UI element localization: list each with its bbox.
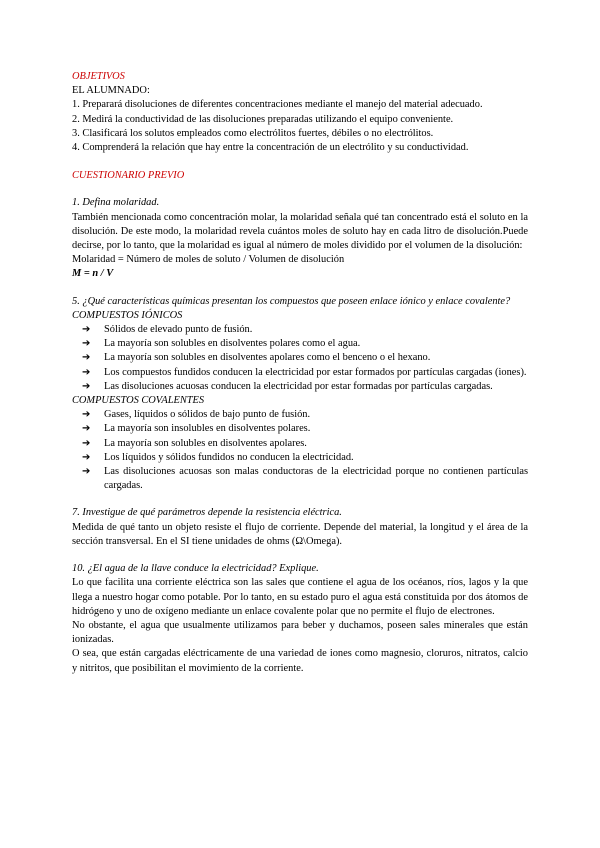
objectives-heading: OBJETIVOS bbox=[72, 71, 125, 82]
list-item: ➔ La mayoría son solubles en disolventes polares como el agua. bbox=[82, 337, 528, 351]
arrow-icon: ➔ bbox=[82, 466, 91, 478]
ionic-heading: COMPUESTOS IÓNICOS bbox=[72, 309, 183, 321]
list-item: ➔ Los líquidos y sólidos fundidos no conducen la electricidad. bbox=[82, 451, 528, 465]
covalent-heading: COMPUESTOS COVALENTES bbox=[72, 395, 205, 407]
questionnaire-heading: CUESTIONARIO PREVIO bbox=[72, 170, 185, 182]
arrow-icon: ➔ bbox=[82, 409, 91, 421]
list-item: ➔ La mayoría son insolubles en disolventes polares. bbox=[82, 422, 528, 436]
question-7: 7. Investigue de qué parámetros depende la resistencia eléctrica. bbox=[72, 507, 342, 519]
objective-item: 1. Preparará disoluciones de diferentes concentraciones mediante el manejo del material adecuado. bbox=[72, 99, 483, 111]
question-10: 10. ¿El agua de la llave conduce la electricidad? Explique. bbox=[72, 563, 319, 575]
arrow-icon: ➔ bbox=[82, 352, 91, 364]
answer-10-paragraph: No obstante, el agua que usualmente utilizamos para beber y duchamos, poseen sales minerales que están ionizadas. bbox=[72, 619, 528, 646]
question-7-section bbox=[72, 506, 528, 549]
formula: M = n / V bbox=[72, 268, 114, 280]
objective-item: 4. Comprenderá la relación que hay entre la concentración de un electrólito y su conductividad. bbox=[72, 142, 469, 154]
objective-item: 2. Medirá la conductividad de las disoluciones preparadas utilizando el equipo conveniente. bbox=[72, 113, 454, 125]
arrow-icon: ➔ bbox=[82, 338, 91, 350]
objectives-subheading: EL ALUMNADO: bbox=[72, 85, 150, 97]
question-5: 5. ¿Qué características químicas presentan los compuestos que poseen enlace iónico y enlace covalente? bbox=[72, 295, 511, 307]
question-1-section bbox=[72, 196, 528, 281]
list-item: ➔ Los compuestos fundidos conducen la electricidad por estar formados por partículas cargadas (iones). bbox=[82, 366, 528, 380]
answer-10-paragraph: O sea, que están cargadas eléctricamente de una variedad de iones como magnesio, cloruros, nitratos, calcio y nitritos, que posibilitan el movimiento de la corriente. bbox=[72, 648, 528, 674]
answer-10-paragraph: Lo que facilita una corriente eléctrica son las sales que contiene el agua de los océanos, ríos, lagos y la que llega a nuestro hogar como potable. Por lo tanto, en su estado puro el agua está constituida por dos átomos de hidrógeno y uno de oxígeno mediante un enlace covalente polar que no permite el flujo de electrones. bbox=[72, 577, 528, 617]
list-item: ➔ Gases, líquidos o sólidos de bajo punto de fusión. bbox=[82, 408, 528, 422]
arrow-icon: ➔ bbox=[82, 423, 91, 435]
arrow-icon: ➔ bbox=[82, 366, 91, 378]
list-item: ➔ La mayoría son solubles en disolventes apolares como el benceno o el hexano. bbox=[82, 351, 528, 365]
objectives-section bbox=[72, 70, 528, 155]
list-item: ➔ Las disoluciones acuosas son malas conductoras de la electricidad porque no contienen partículas cargadas. bbox=[82, 465, 528, 493]
arrow-icon: ➔ bbox=[82, 437, 91, 449]
question-10-section bbox=[72, 562, 528, 676]
covalent-list bbox=[72, 408, 528, 493]
formula-text: Molaridad = Número de moles de soluto / Volumen de disolución bbox=[72, 254, 345, 266]
list-item: ➔ La mayoría son solubles en disolventes apolares. bbox=[82, 437, 528, 451]
question-1: 1. Defina molaridad. bbox=[72, 197, 160, 209]
question-5-section bbox=[72, 295, 528, 494]
list-item: ➔ Sólidos de elevado punto de fusión. bbox=[82, 323, 528, 337]
ionic-list bbox=[72, 323, 528, 394]
arrow-icon: ➔ bbox=[82, 380, 91, 392]
answer-7: Medida de qué tanto un objeto resiste el flujo de corriente. Depende del material, la longitud y el área de la sección transversal. En el SI tiene unidades de ohms (Ω\Omega). bbox=[72, 521, 528, 547]
arrow-icon: ➔ bbox=[82, 451, 91, 463]
answer-1: También mencionada como concentración molar, la molaridad señala qué tan concentrado está el soluto en la disolución. De este modo, la molaridad revela cuántos moles de soluto hay en cada litro de disolución.Puede decirse, por lo tanto, que la molaridad es igual al número de moles dividido por el volumen de la disolución: bbox=[72, 211, 528, 252]
document-page bbox=[72, 70, 528, 676]
arrow-icon: ➔ bbox=[82, 324, 91, 336]
objective-item: 3. Clasificará los solutos empleados como electrólitos fuertes, débiles o no electrólitos. bbox=[72, 127, 434, 139]
list-item: ➔ Las disoluciones acuosas conducen la electricidad por estar formadas por partículas cargadas. bbox=[82, 380, 528, 394]
